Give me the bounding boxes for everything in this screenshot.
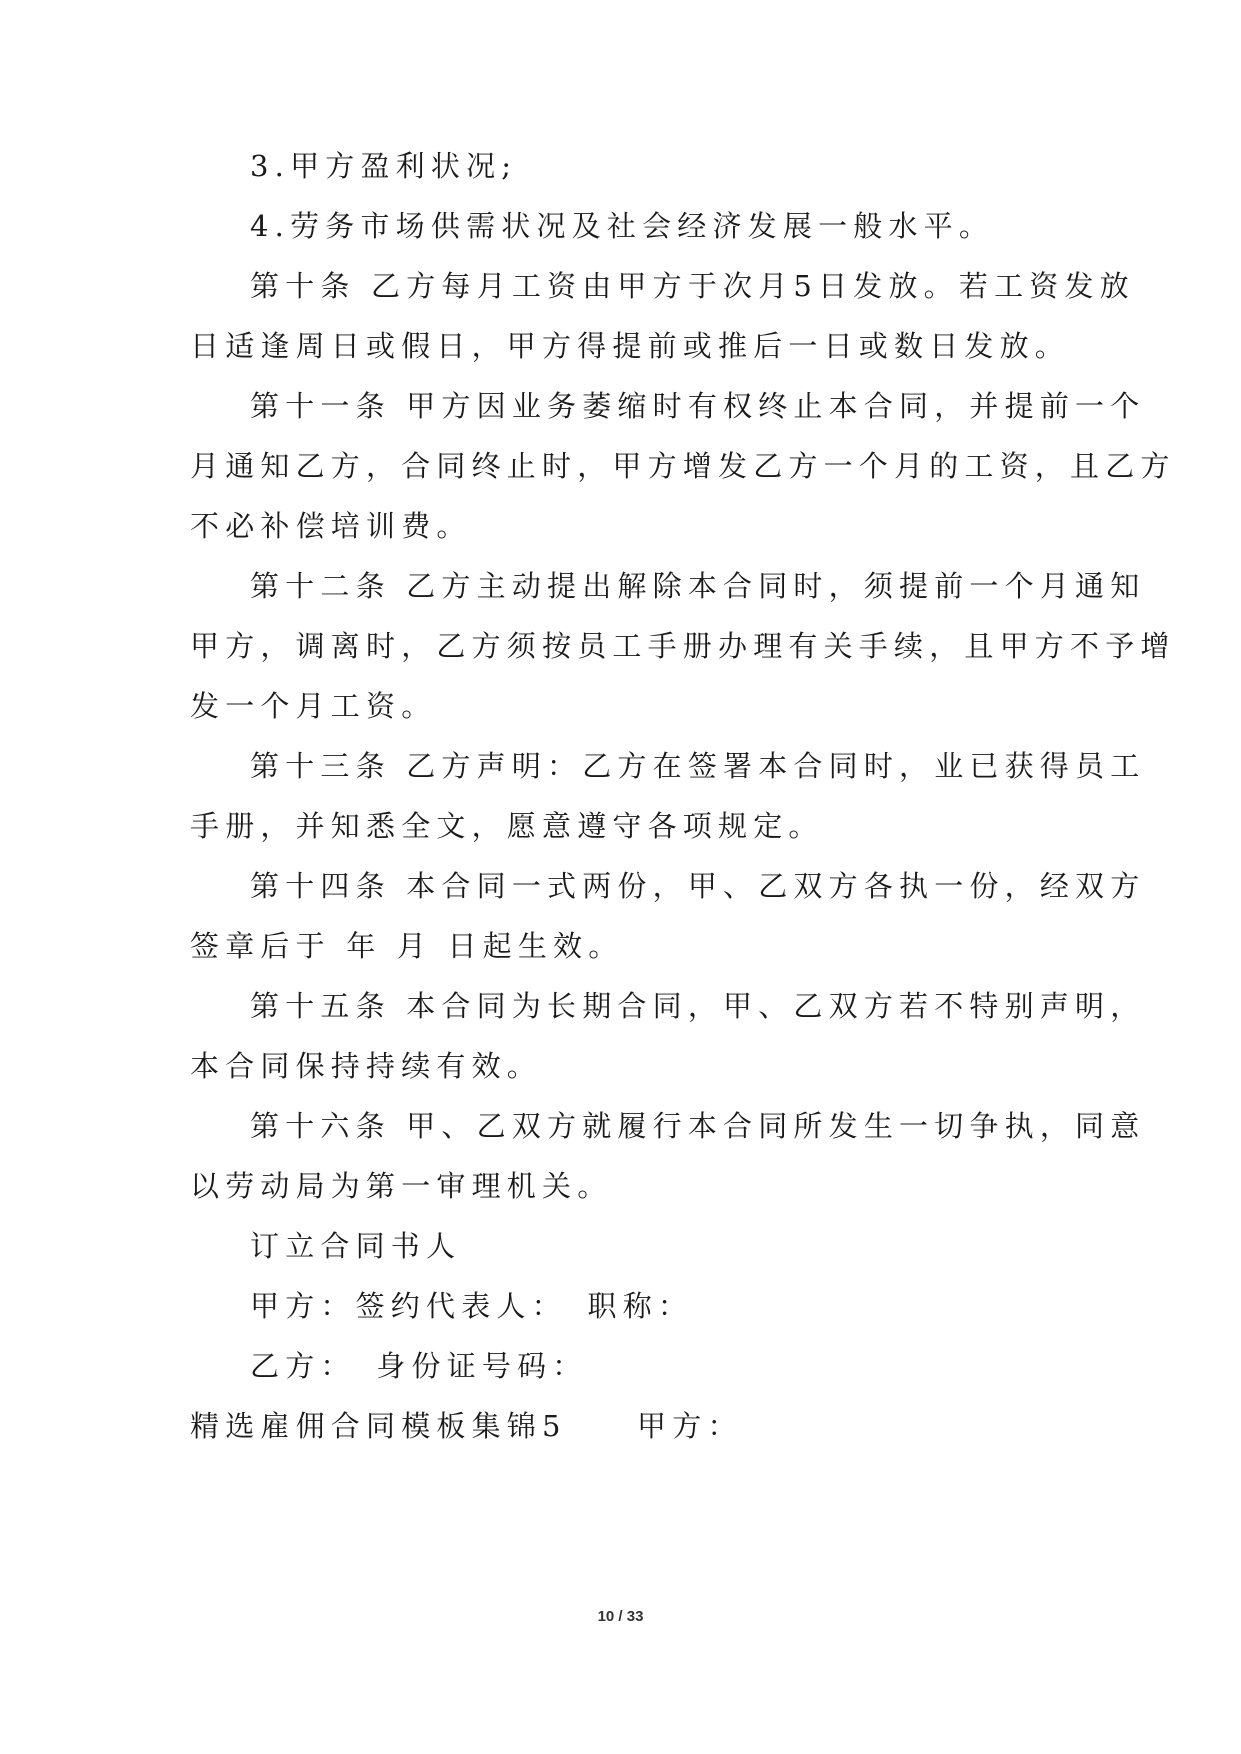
body-line-item-3: 3.甲方盈利状况; [250,149,518,183]
article-15-line-1: 第十五条 本合同为长期合同，甲、乙双方若不特别声明， [250,989,1146,1023]
party-b-signature-line: 乙方： 身份证号码： [250,1349,588,1383]
article-12-line-1: 第十二条 乙方主动提出解除本合同时，须提前一个月通知 [250,569,1146,603]
article-13-line-1: 第十三条 乙方声明：乙方在签署本合同时，业已获得员工 [250,749,1146,783]
article-16-line-1: 第十六条 甲、乙双方就履行本合同所发生一切争执，同意 [250,1109,1146,1143]
article-10-line-2: 日适逢周日或假日，甲方得提前或推后一日或数日发放。 [190,329,1071,363]
article-10-line-1: 第十条 乙方每月工资由甲方于次月5日发放。若工资发放 [250,269,1135,303]
section-heading-template-5: 精选雇佣合同模板集锦5 甲方： [190,1409,743,1443]
article-16-line-2: 以劳动局为第一审理机关。 [190,1169,613,1203]
article-12-line-3: 发一个月工资。 [190,689,437,723]
article-11-line-2: 月通知乙方，合同终止时，甲方增发乙方一个月的工资，且乙方 [190,449,1176,483]
article-14-line-1: 第十四条 本合同一式两份，甲、乙双方各执一份，经双方 [250,869,1146,903]
article-15-line-2: 本合同保持持续有效。 [190,1049,543,1083]
party-a-signature-line: 甲方：签约代表人： 职称： [250,1289,694,1323]
page-number: 10 / 33 [597,1608,644,1625]
article-14-line-2: 签章后于 年 月 日起生效。 [190,929,624,963]
article-11-line-3: 不必补偿培训费。 [190,509,472,543]
article-11-line-1: 第十一条 甲方因业务萎缩时有权终止本合同，并提前一个 [250,389,1146,423]
signatories-heading: 订立合同书人 [250,1229,462,1263]
body-line-item-4: 4.劳务市场供需状况及社会经济发展一般水平。 [250,209,995,243]
article-12-line-2: 甲方，调离时，乙方须按员工手册办理有关手续，且甲方不予增 [190,629,1176,663]
article-13-line-2: 手册，并知悉全文，愿意遵守各项规定。 [190,809,824,843]
